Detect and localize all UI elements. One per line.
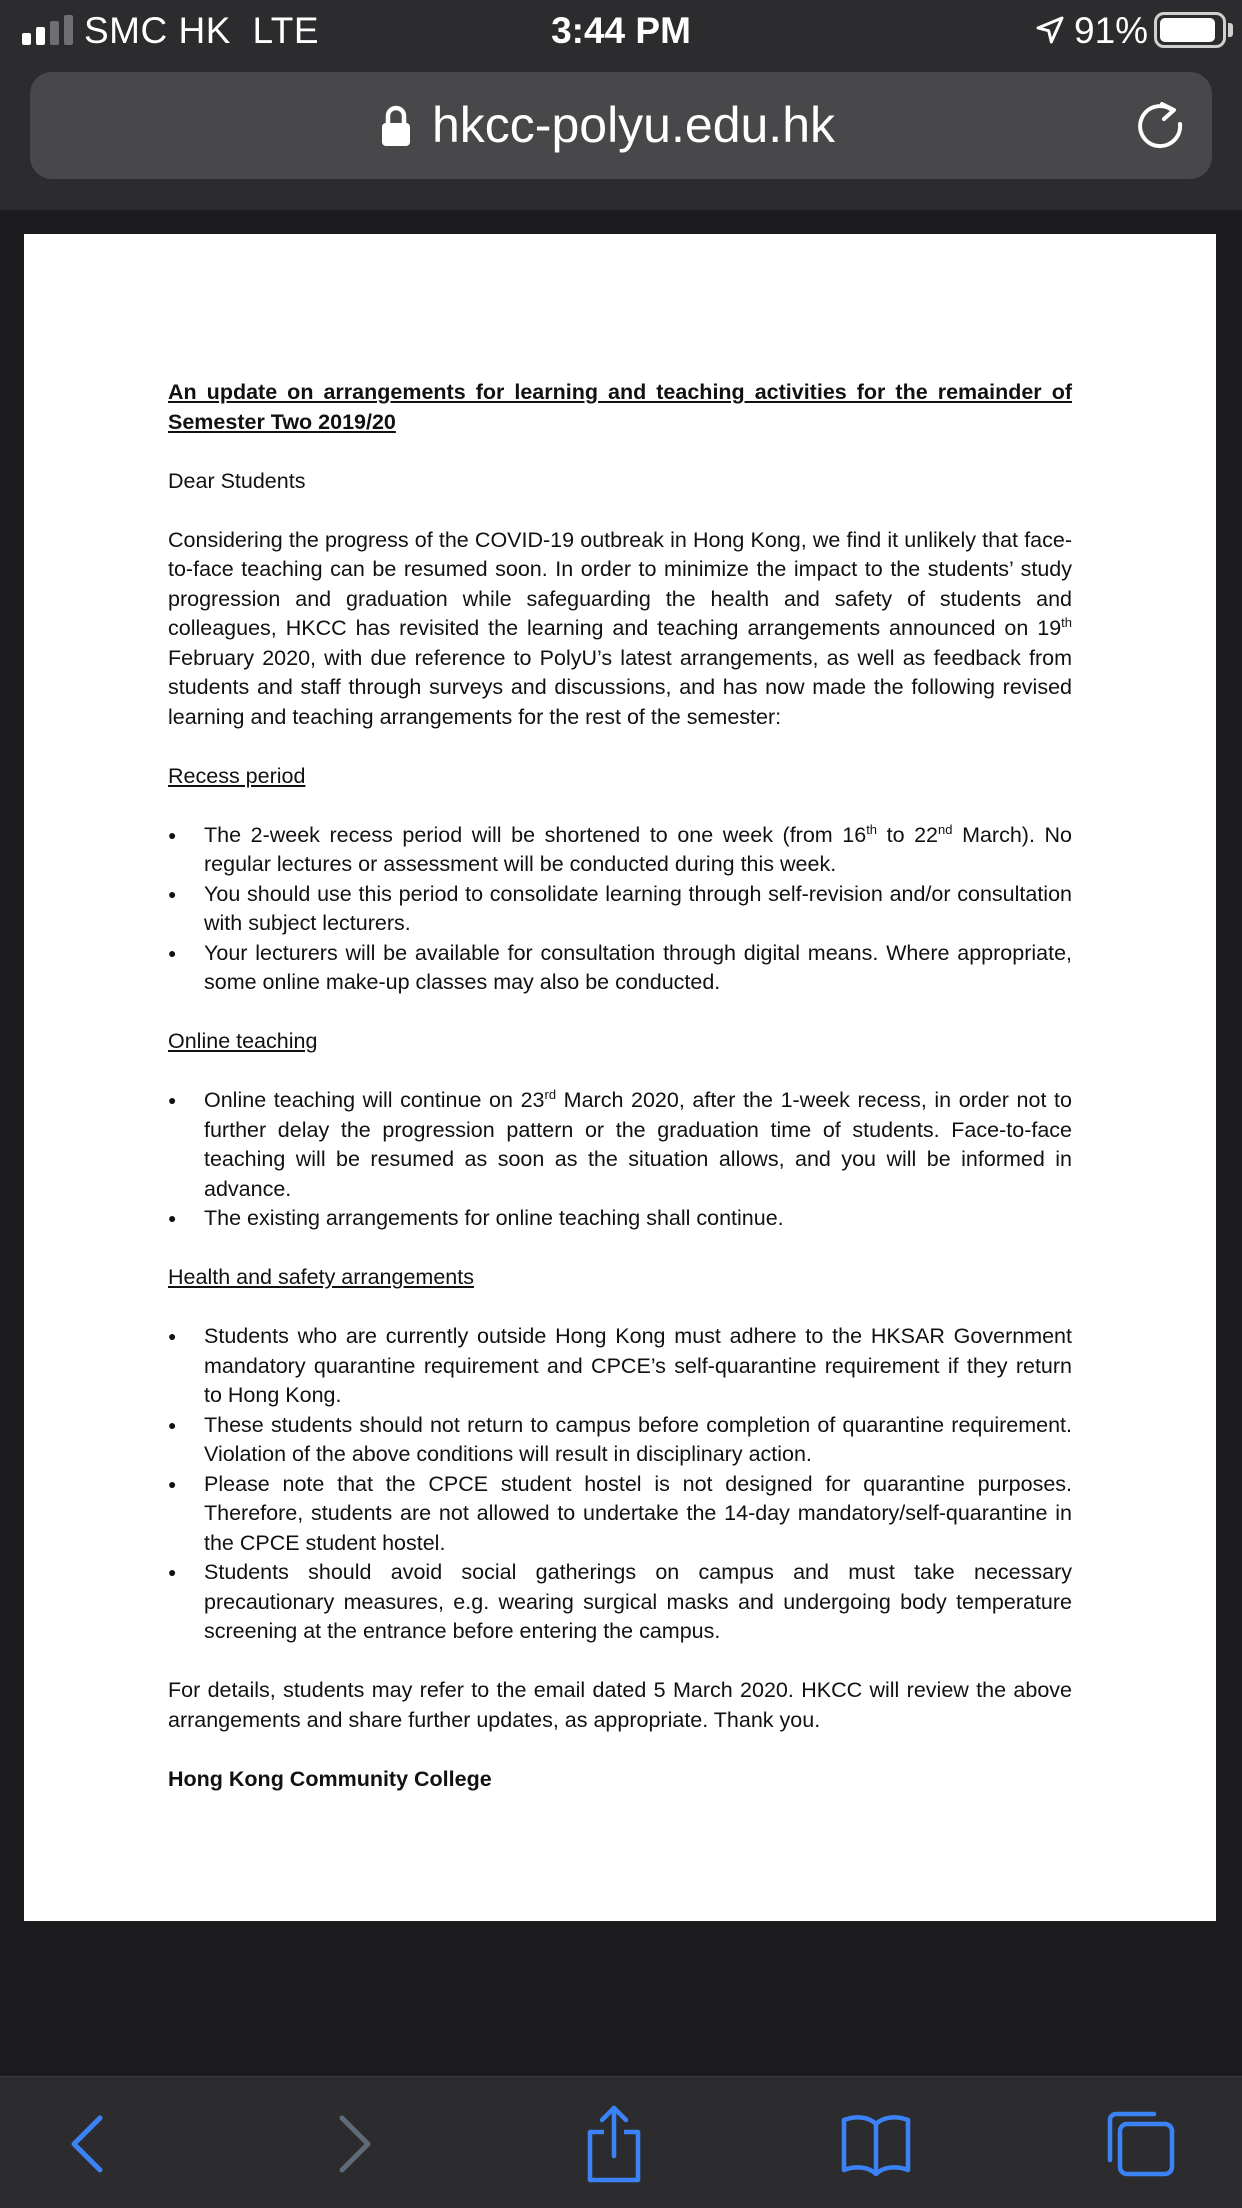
battery-fill — [1160, 18, 1215, 42]
online-item1-text-1: Online teaching will continue on 23 — [204, 1088, 545, 1112]
forward-button[interactable] — [312, 2104, 392, 2184]
reload-icon[interactable] — [1136, 100, 1188, 152]
bookmarks-icon — [838, 2112, 914, 2176]
list-item: ● Your lecturers will be available for consultation through digital means. Where appropriate, some online make-up classes may also be conducted. — [168, 939, 1072, 998]
share-button[interactable] — [574, 2104, 654, 2184]
battery-icon — [1154, 12, 1226, 48]
list-item: ● These students should not return to campus before completion of quarantine requirement. Violation of the above conditions will result in disciplinary action. — [168, 1411, 1072, 1470]
tabs-button[interactable] — [1100, 2104, 1180, 2184]
list-item — [168, 1086, 1072, 1204]
back-icon — [60, 2112, 120, 2176]
document-body — [168, 378, 1072, 1794]
recess-list — [168, 821, 1072, 998]
intro-sup: th — [1061, 614, 1072, 630]
online-item1-text-2: March 2020, after the 1-week recess, in order not to further delay the progression pattern or the graduation time of students. Face-to-face teaching will be resumed as soon as the situation allows, and you will be informed in advance. — [204, 1088, 1072, 1201]
lock-icon — [380, 104, 412, 148]
recess-item1-sup-1: th — [866, 821, 878, 837]
battery-percentage: 91% — [1074, 10, 1149, 51]
recess-item1-sup-2: nd — [938, 821, 953, 837]
health-list — [168, 1322, 1072, 1647]
list-item: ● The existing arrangements for online teaching shall continue. — [168, 1204, 1072, 1234]
recess-item1-text-3: March). No regular lectures or assessment will be conducted during this week. — [204, 822, 1072, 876]
recess-heading: Recess period — [168, 763, 306, 788]
forward-icon — [322, 2112, 382, 2176]
url-text[interactable]: hkcc-polyu.edu.hk — [432, 97, 836, 153]
document-title: An update on arrangements for learning and teaching activities for the remainder of Semester Two 2019/20 — [168, 380, 1072, 434]
share-icon — [582, 2104, 646, 2184]
intro-text-1: Considering the progress of the COVID-19 outbreak in Hong Kong, we find it unlikely that face-to-face teaching can be resumed soon. In order to minimize the impact to the students’ study progression and graduation while safeguarding the health and safety of students and colleagues, HKCC has revisited the learning and teaching arrangements announced on 19 — [168, 527, 1072, 640]
bookmarks-button[interactable] — [836, 2104, 916, 2184]
status-bar — [0, 0, 1242, 62]
online-heading: Online teaching — [168, 1029, 318, 1053]
list-item: ● You should use this period to consolidate learning through self-revision and/or consultation with subject lecturers. — [168, 880, 1072, 939]
health-heading: Health and safety arrangements — [168, 1265, 474, 1289]
battery-tip — [1228, 23, 1233, 37]
list-item: ● Students who are currently outside Hong Kong must adhere to the HKSAR Government mandatory quarantine requirement and CPCE’s self-quarantine requirement if they return to Hong Kong. — [168, 1322, 1072, 1411]
closing-paragraph: For details, students may refer to the email dated 5 March 2020. HKCC will review the above arrangements and share further updates, as appropriate. Thank you. — [168, 1678, 1072, 1732]
recess-item1-text-2: to 22 — [877, 822, 939, 847]
carrier-label: SMC HK LTE — [84, 10, 320, 51]
signature: Hong Kong Community College — [168, 1766, 492, 1791]
online-list — [168, 1086, 1072, 1234]
recess-item1-text-1: The 2-week recess period will be shortened to one week (from 16 — [204, 822, 867, 847]
intro-text-2: February 2020, with due reference to PolyU’s latest arrangements, as well as feedback from students and staff through surveys and discussions, and has now made the following revised learning and teaching arrangements for the rest of the semester: — [168, 645, 1072, 729]
location-arrow-icon — [1034, 14, 1066, 46]
tabs-icon — [1102, 2108, 1178, 2180]
list-item — [168, 821, 1072, 880]
list-item: ● Please note that the CPCE student hostel is not designed for quarantine purposes. Therefore, students are not allowed to undertake the 14-day mandatory/self-quarantine in the CPCE student hostel. — [168, 1470, 1072, 1559]
intro-paragraph — [168, 526, 1072, 733]
online-item1-sup: rd — [544, 1086, 557, 1102]
clock: 3:44 PM — [551, 10, 691, 51]
back-button[interactable] — [50, 2104, 130, 2184]
list-item: ● Students should avoid social gatherings on campus and must take necessary precautionary measures, e.g. wearing surgical masks and undergoing body temperature screening at the entrance before entering the campus. — [168, 1558, 1072, 1647]
greeting: Dear Students — [168, 468, 306, 493]
